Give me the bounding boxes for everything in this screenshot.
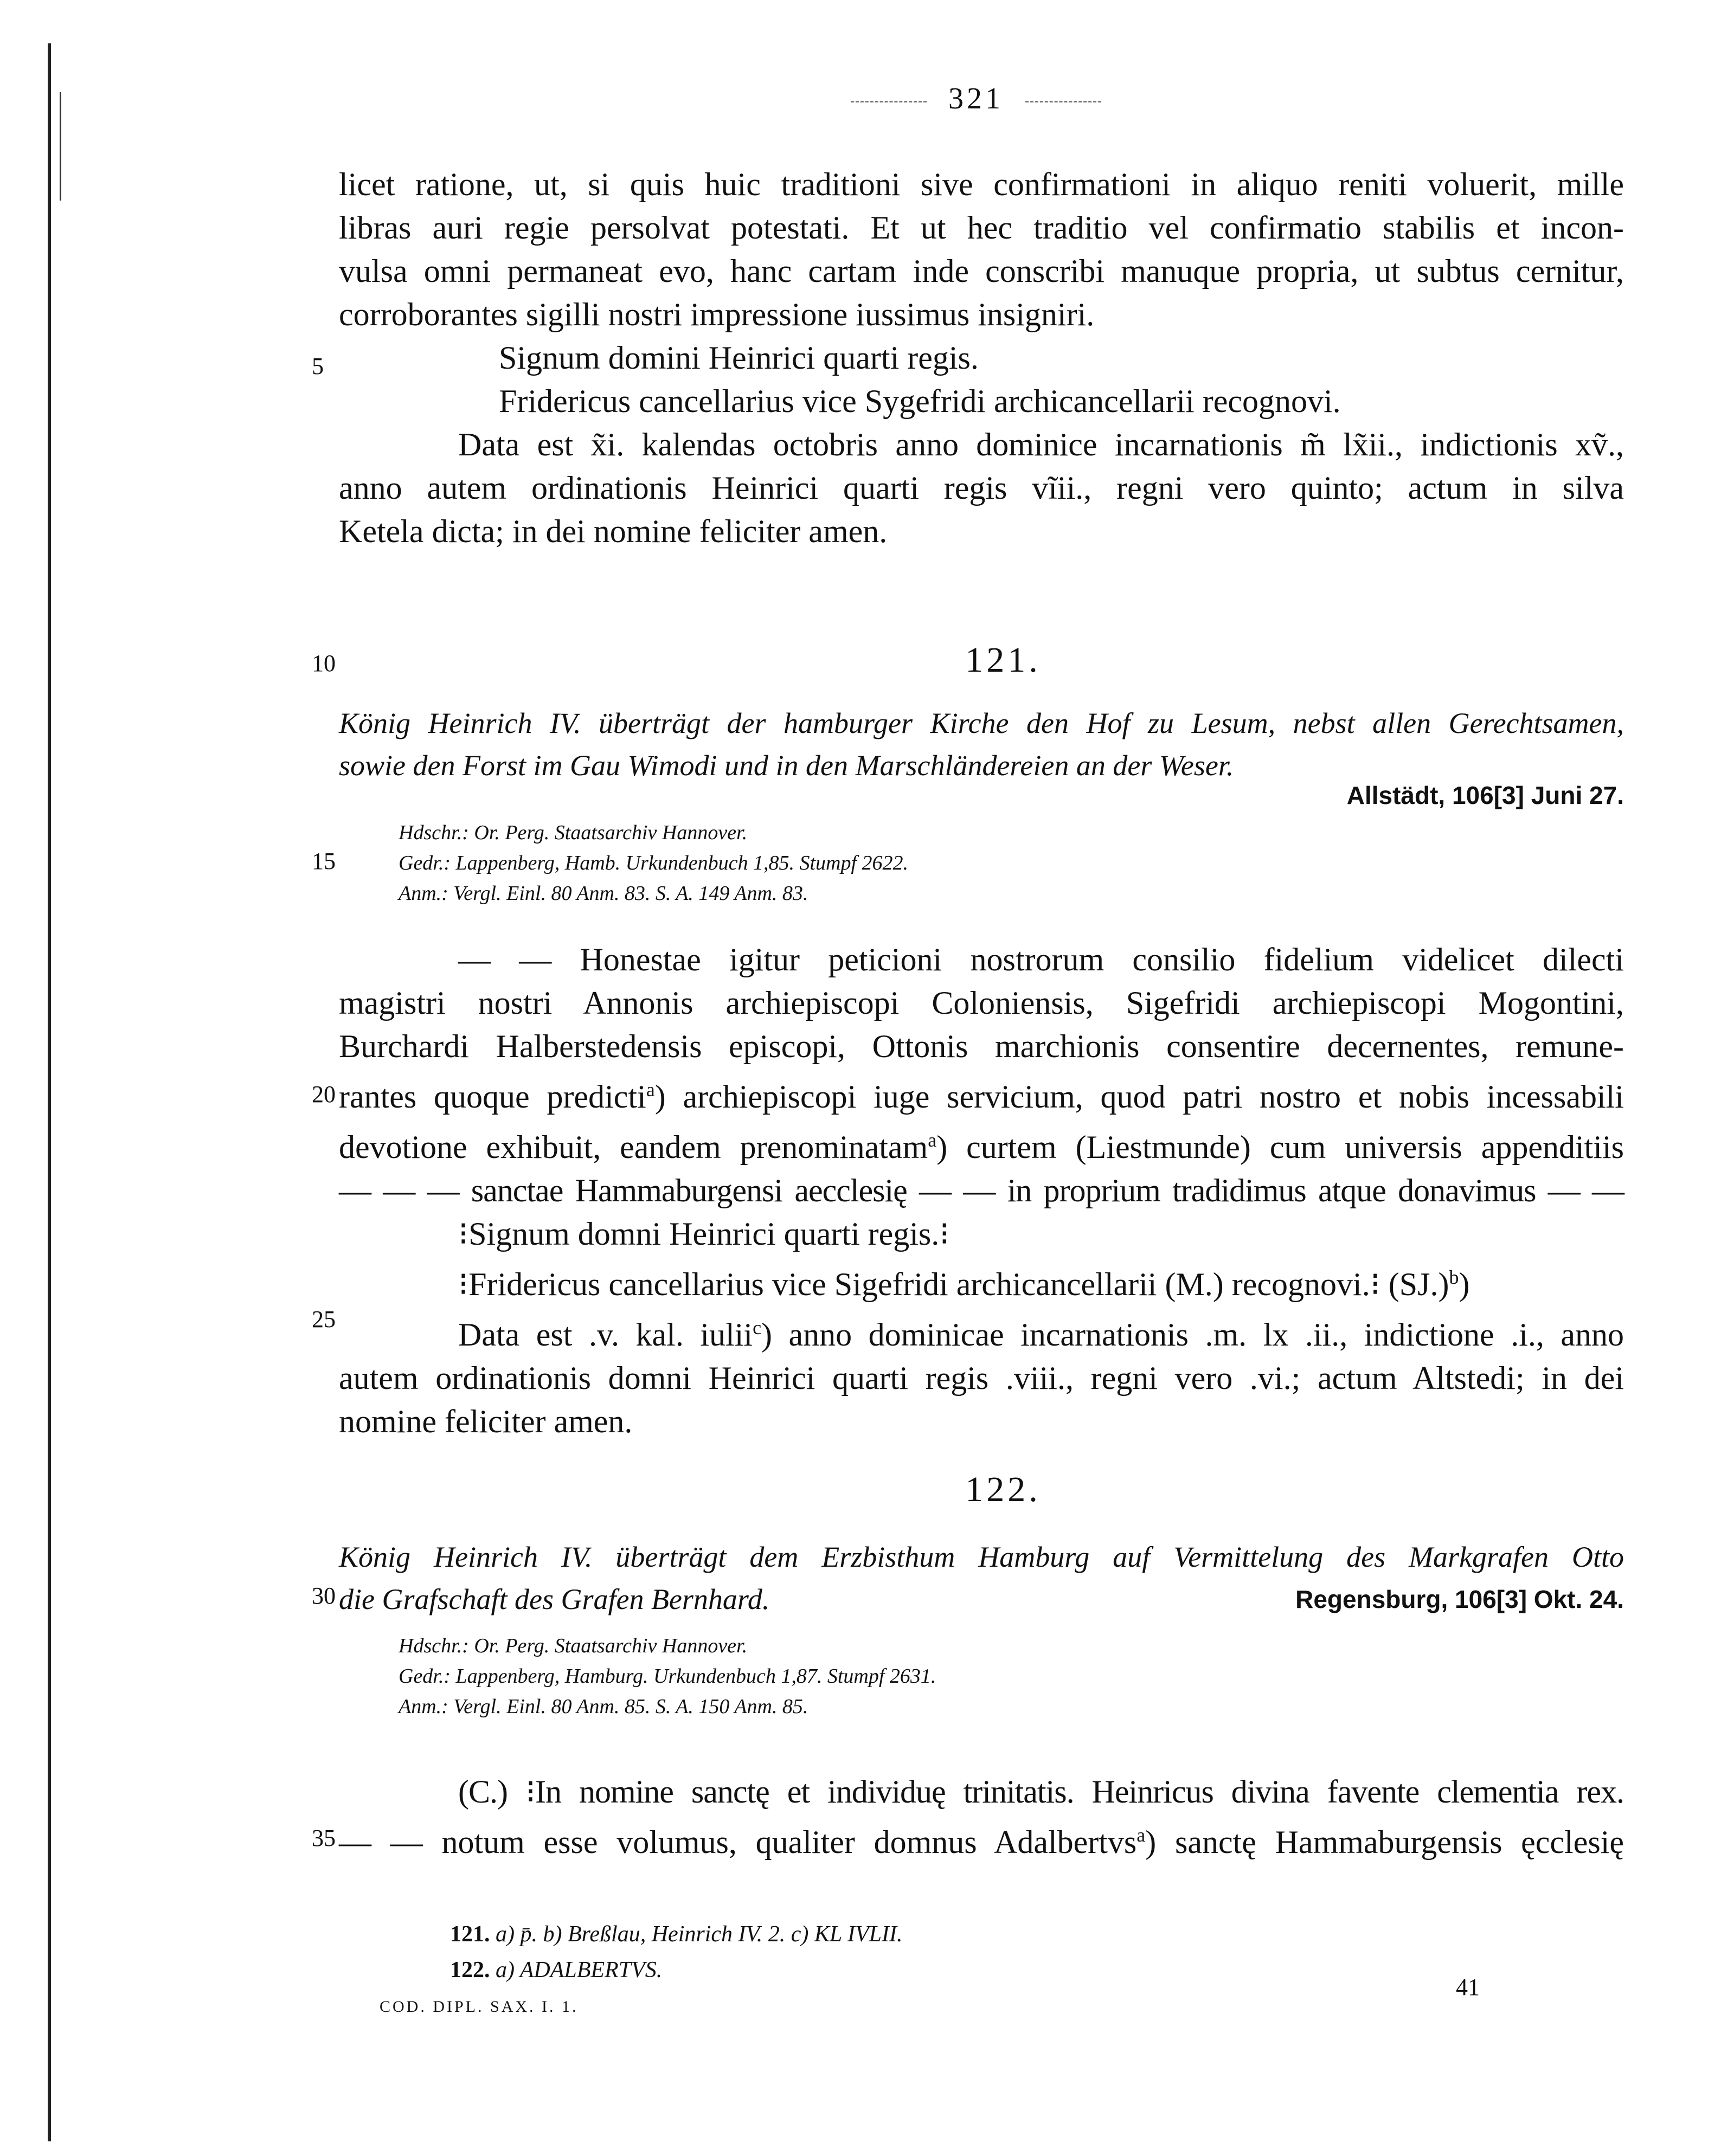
line-number: 20 <box>312 1081 336 1108</box>
summary-line: König Heinrich IV. überträgt dem Erzbisthum Hamburg auf Vermittelung des Markgrafen Otto <box>339 1541 1624 1573</box>
text-line <box>339 1068 1624 1118</box>
document-summary-121 <box>339 702 1624 787</box>
footnote-ref: a <box>646 1079 655 1100</box>
text-fragment: ) <box>1459 1266 1470 1302</box>
data-line: Ketela dicta; in dei nomine feliciter amen. <box>339 513 888 549</box>
footnote-text: a) ADALBERTVS. <box>496 1958 663 1983</box>
recognovi-line: Fridericus cancellarius vice Sygefridi archicancellarii recognovi. <box>499 383 1341 419</box>
source-line: Gedr.: Lappenberg, Hamburg. Urkundenbuch 1,87. Stumpf 2631. <box>399 1665 936 1688</box>
source-line: Anm.: Vergl. Einl. 80 Anm. 85. S. A. 150 Anm. 85. <box>399 1695 808 1718</box>
text-fragment: Data est .v. kal. iulii <box>458 1317 753 1353</box>
text-line <box>339 1118 1624 1169</box>
signum-line: ⁝Signum domni Heinrici quarti regis.⁝ <box>458 1216 950 1252</box>
text-line: (C.) ⁝In nomine sanctę et individuę trinitatis. Heinricus divina favente clementia rex. <box>458 1774 1624 1810</box>
header-rule-left <box>851 101 927 102</box>
footnote-text: a) p̄. b) Breßlau, Heinrich IV. 2. c) KL IVLII. <box>496 1922 903 1947</box>
binding-edge <box>48 43 51 2141</box>
document-number-121: 121. <box>965 640 1041 680</box>
text-line: licet ratione, ut, si quis huic traditioni sive confirmationi in aliquo reniti voluerit, mille <box>339 166 1624 202</box>
line-number: 5 <box>312 353 324 379</box>
signum-line: Signum domini Heinrici quarti regis. <box>499 340 979 376</box>
text-line: magistri nostri Annonis archiepiscopi Coloniensis, Sigefridi archiepiscopi Mogontini, <box>339 985 1624 1021</box>
top-paragraph <box>339 163 1624 553</box>
line-number: 35 <box>312 1825 336 1851</box>
footnote-ref: a <box>1136 1824 1146 1846</box>
summary-fragment: die Grafschaft des Grafen Bernhard. <box>339 1583 770 1616</box>
document-number-122: 122. <box>965 1470 1041 1509</box>
summary-line <box>339 1578 1624 1620</box>
text-fragment: ) sanctę Hammaburgensis ęcclesię <box>1145 1824 1624 1860</box>
footnotes <box>450 1916 902 1988</box>
footnote-ref: b <box>1449 1266 1459 1288</box>
text-line <box>339 1813 1624 1864</box>
document-text-122 <box>339 1770 1624 1864</box>
text-fragment: ) curtem (Liestmunde) cum universis appenditiis <box>936 1129 1624 1165</box>
text-line: — — — sanctae Hammaburgensi aecclesię — — in proprium tradidimus atque donavimus — — <box>339 1173 1624 1208</box>
sources-121 <box>399 818 908 909</box>
text-fragment: ⁝Fridericus cancellarius vice Sigefridi archicancellarii (M.) recognovi.⁝ (SJ.) <box>458 1266 1449 1302</box>
text-line: — — Honestae igitur peticioni nostrorum consilio fidelium videlicet dilecti <box>458 942 1624 977</box>
page-header <box>813 81 1139 116</box>
text-line: autem ordinationis domni Heinrici quarti regis .viii., regni vero .vi.; actum Altstedi; in dei <box>339 1360 1624 1396</box>
line-number: 10 <box>312 650 336 677</box>
footnote-ref: c <box>753 1317 762 1338</box>
text-fragment: ) anno dominicae incarnationis .m. lx .ii., indictione .i., anno <box>761 1317 1624 1353</box>
source-line: Hdschr.: Or. Perg. Staatsarchiv Hannover. <box>399 821 748 844</box>
recognovi-line <box>339 1256 1624 1306</box>
text-line: libras auri regie persolvat potestati. Et ut hec traditio vel confirmatio stabilis et incon- <box>339 210 1624 246</box>
sheet-number: 41 <box>1456 1974 1480 2000</box>
place-date: Regensburg, 106[3] Okt. 24. <box>1295 1585 1624 1613</box>
text-fragment: — — notum esse volumus, qualiter domnus Adalbertvs <box>339 1824 1137 1860</box>
document-summary-122 <box>339 1536 1624 1620</box>
data-line <box>339 1306 1624 1356</box>
footnote-121 <box>450 1916 902 1952</box>
data-line: anno autem ordinationis Heinrici quarti regis vĩii., regni vero quinto; actum in silva <box>339 470 1624 506</box>
place-date-121 <box>339 781 1624 810</box>
place-date: Allstädt, 106[3] Juni 27. <box>1346 781 1624 809</box>
text-line: corroborantes sigilli nostri impressione iussimus insigniri. <box>339 297 1095 332</box>
document-text-121 <box>339 938 1624 1443</box>
text-fragment: devotione exhibuit, eandem prenominatam <box>339 1129 928 1165</box>
page-number: 321 <box>948 82 1004 115</box>
footnote-ref: a <box>928 1129 937 1151</box>
text-line: nomine feliciter amen. <box>339 1404 633 1439</box>
source-line: Anm.: Vergl. Einl. 80 Anm. 83. S. A. 149 Anm. 83. <box>399 882 808 905</box>
source-line: Hdschr.: Or. Perg. Staatsarchiv Hannover. <box>399 1634 748 1657</box>
source-line: Gedr.: Lappenberg, Hamb. Urkundenbuch 1,85. Stumpf 2622. <box>399 852 909 874</box>
footnote-122 <box>450 1952 902 1988</box>
summary-line: sowie den Forst im Gau Wimodi und in den Marschländereien an der Weser. <box>339 749 1234 782</box>
summary-line: König Heinrich IV. überträgt der hamburger Kirche den Hof zu Lesum, nebst allen Gerechtsamen, <box>339 707 1624 739</box>
text-fragment: ) archiepiscopi iuge servicium, quod patri nostro et nobis incessabili <box>654 1079 1624 1115</box>
binding-edge-inner <box>60 92 61 201</box>
line-number: 15 <box>312 848 336 874</box>
header-rule-right <box>1025 101 1101 102</box>
line-number: 30 <box>312 1582 336 1609</box>
text-line: Burchardi Halberstedensis episcopi, Ottonis marchionis consentire decernentes, remune- <box>339 1028 1624 1064</box>
signature-mark: COD. DIPL. SAX. I. 1. <box>380 1998 579 2016</box>
footnote-number: 122. <box>450 1958 490 1983</box>
text-fragment: rantes quoque predicti <box>339 1079 646 1115</box>
sources-122 <box>399 1631 936 1722</box>
line-number: 25 <box>312 1306 336 1333</box>
text-line: vulsa omni permaneat evo, hanc cartam inde conscribi manuque propria, ut subtus cernitur, <box>339 253 1624 289</box>
data-line: Data est x̃i. kalendas octobris anno dominice incarnationis m̃ lx̃ii., indictionis xṽ., <box>458 427 1624 462</box>
footnote-number: 121. <box>450 1922 490 1947</box>
